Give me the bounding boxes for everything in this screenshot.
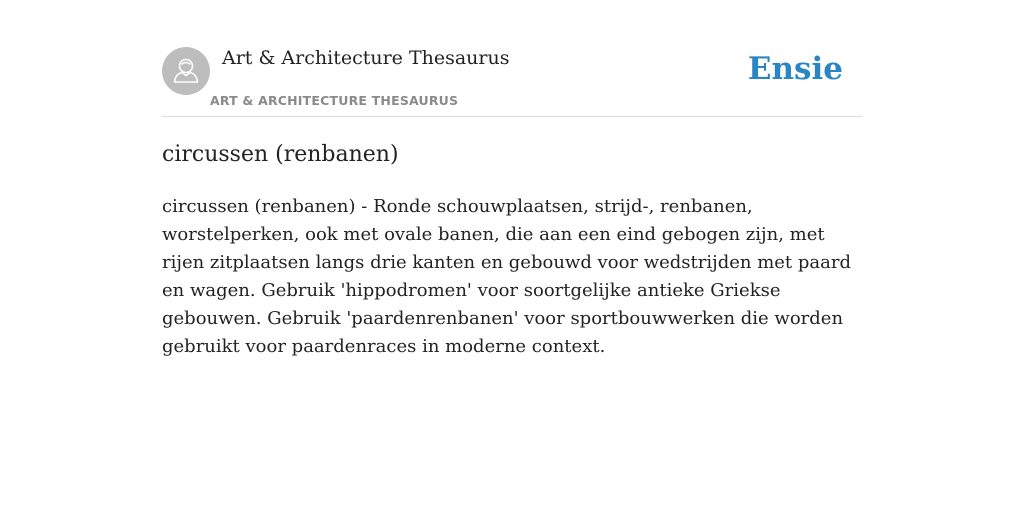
entry-header xyxy=(162,0,862,117)
author-name[interactable]: Art & Architecture Thesaurus xyxy=(222,47,510,69)
author-avatar[interactable] xyxy=(162,47,210,95)
source-subtitle[interactable]: ART & ARCHITECTURE THESAURUS xyxy=(210,93,459,108)
entry-title: circussen (renbanen) xyxy=(162,142,399,167)
user-silhouette-icon xyxy=(162,47,210,95)
entry-definition: circussen (renbanen) - Ronde schouwplaatsen, strijd-, renbanen, worstelperken, ook met ovale banen, die aan een eind gebogen zijn, met rijen zitplaatsen langs drie kanten en gebouwd voor wedstrijden met paard en wagen. Gebruik 'hippodromen' voor soortgelijke antieke Griekse gebouwen. Gebruik 'paardenrenbanen' voor sportbouwwerken die worden gebruikt voor paardenraces in moderne context. xyxy=(162,196,852,357)
ensie-logo-link[interactable]: Ensie xyxy=(747,51,843,87)
page-container xyxy=(162,0,862,357)
